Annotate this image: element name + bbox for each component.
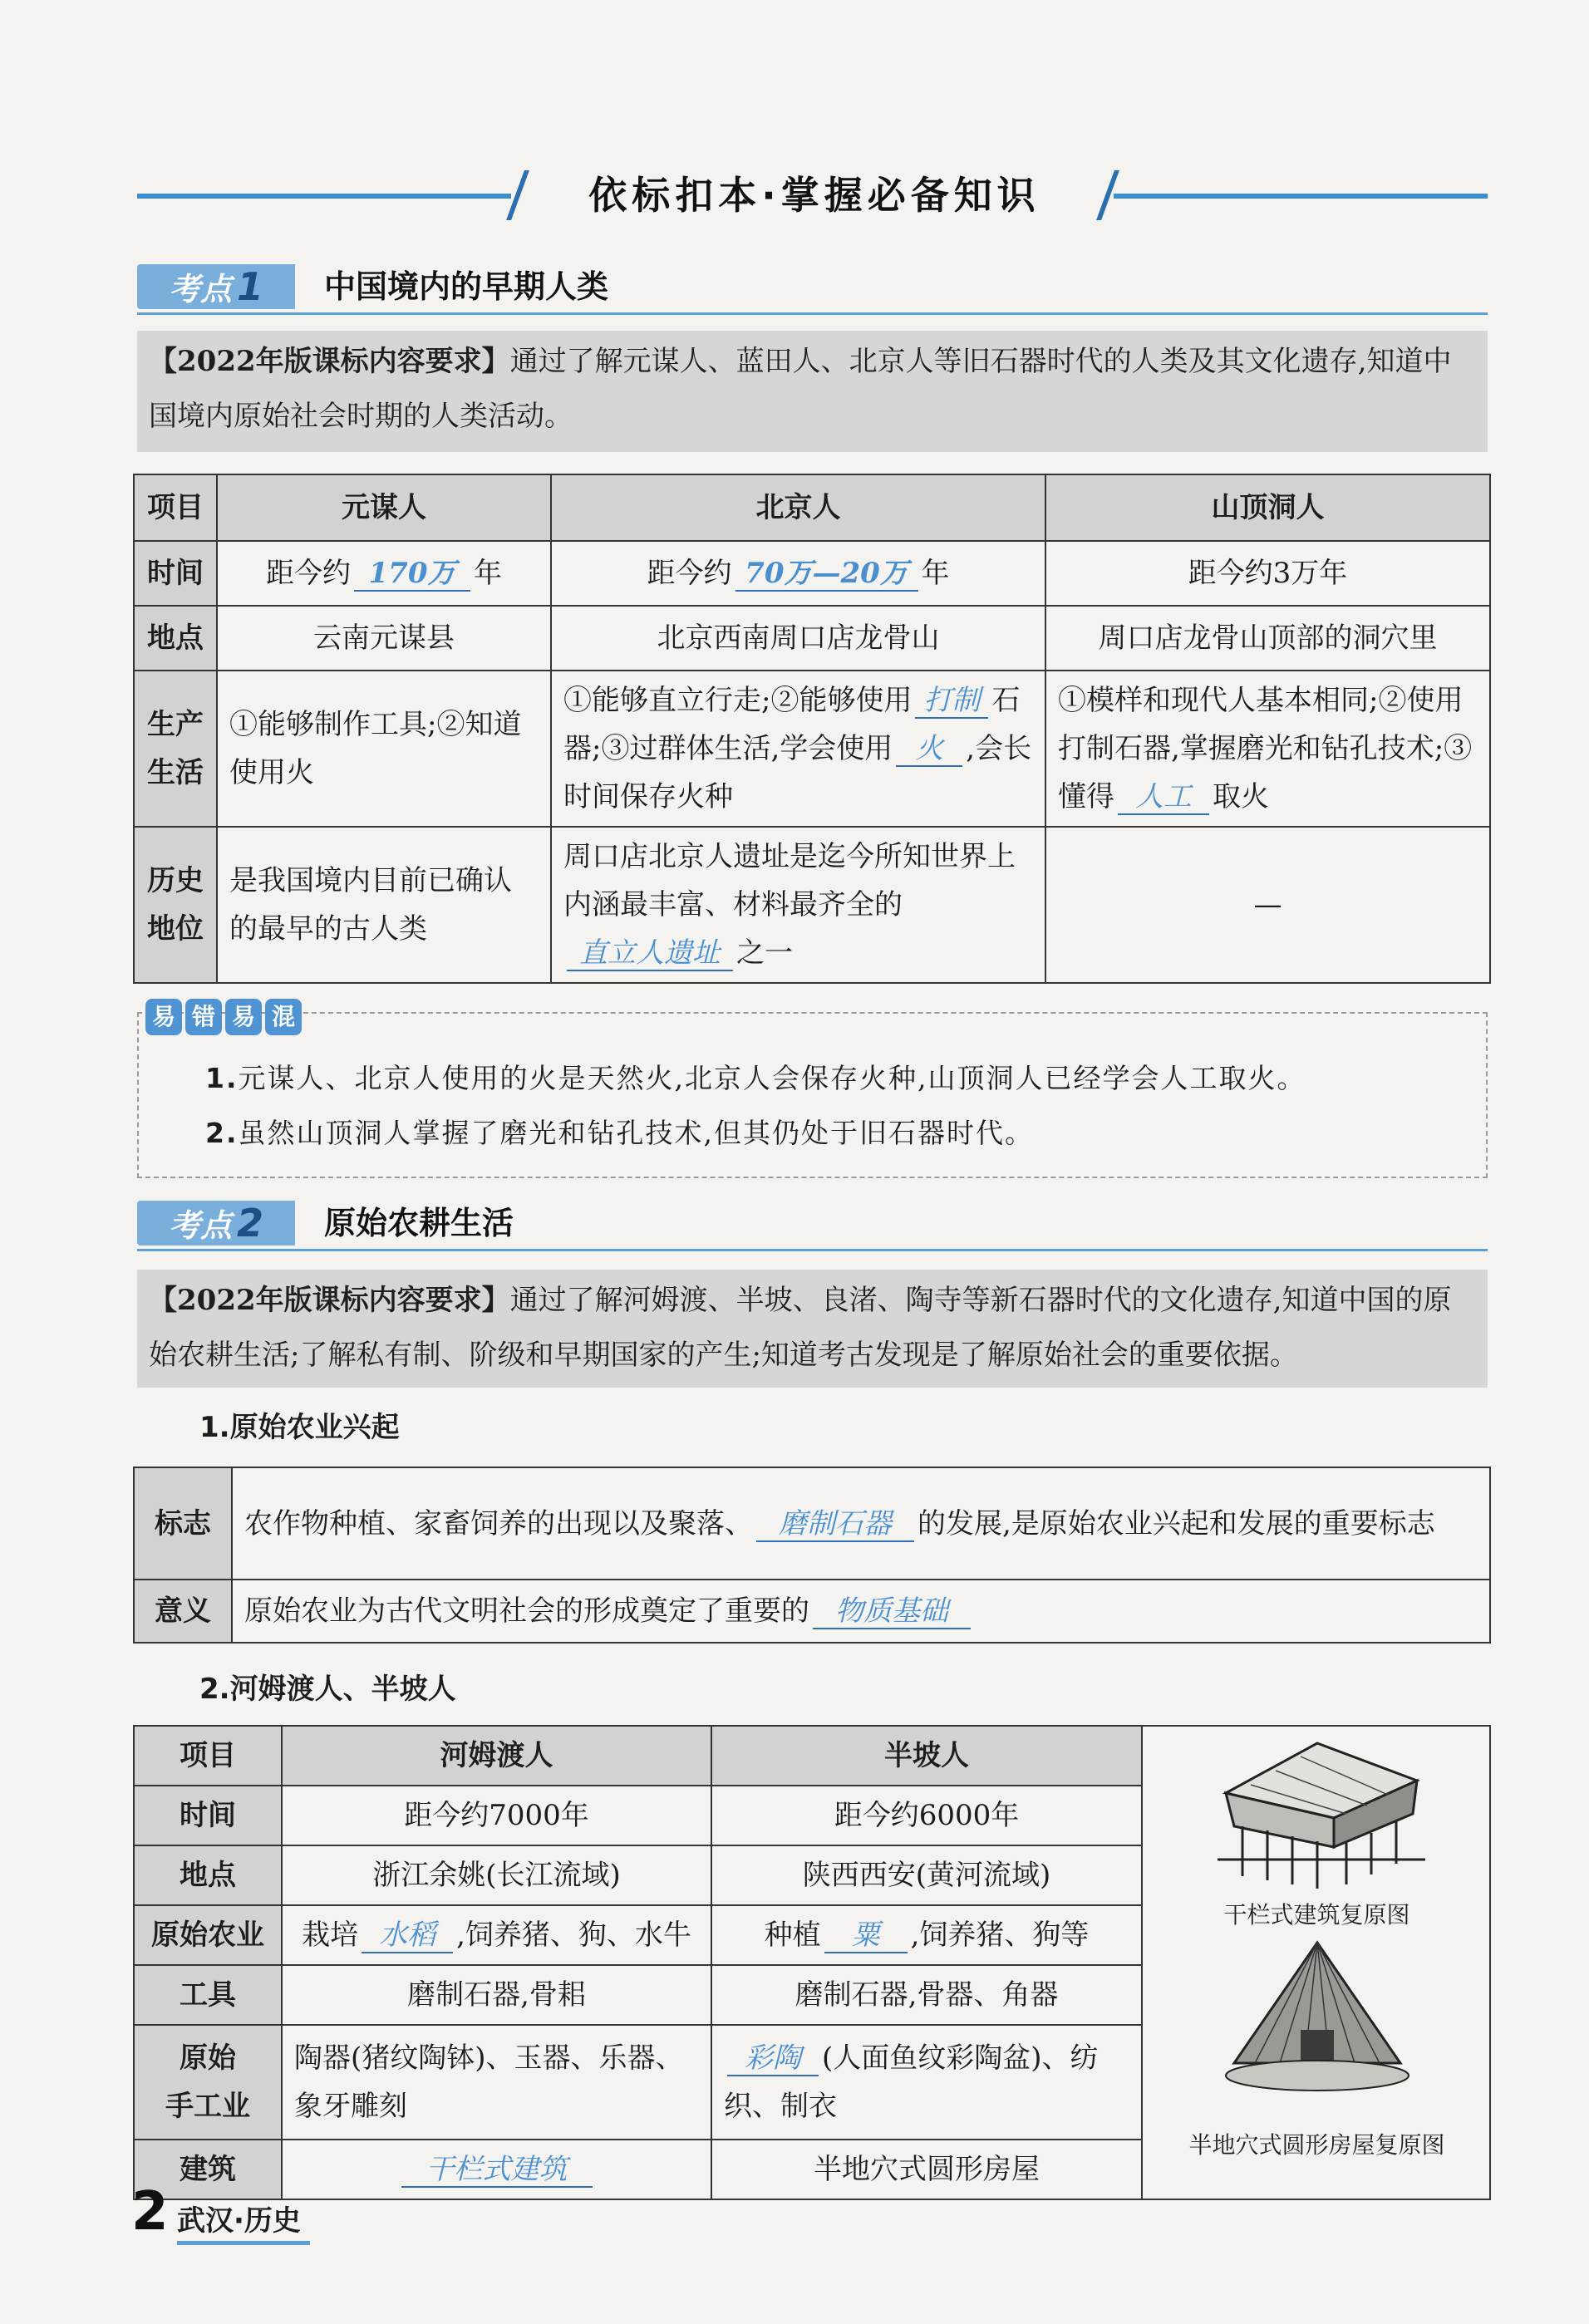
cell: 距今约 170万 年 <box>217 541 551 606</box>
divider <box>137 1249 1488 1251</box>
cell: 半地穴式圆形房屋 <box>711 2140 1142 2199</box>
cell: ①能够直立行走;②能够使用 打制 石器;③过群体生活,学会使用 火 ,会长时间保存火种 <box>551 671 1045 827</box>
row-header: 意义 <box>134 1580 232 1643</box>
answer-blank: 打制 <box>915 684 988 719</box>
hemudu-banpo-table <box>133 1725 1491 2200</box>
banner-line-left <box>137 194 511 199</box>
cell: — <box>1045 827 1490 983</box>
stilt-house-illustration <box>1201 1735 1434 1893</box>
row-header: 原始 手工业 <box>134 2025 282 2140</box>
kaodian-1-header <box>137 264 1488 316</box>
row-header: 时间 <box>134 541 217 606</box>
footer-underline <box>177 2241 310 2245</box>
page-number: 2 <box>131 2181 169 2243</box>
table-row-sign <box>134 1467 1490 1580</box>
cell: ①模样和现代人基本相同;②使用打制石器,掌握磨光和钻孔技术;③懂得 人工 取火 <box>1045 671 1490 827</box>
col-header: 河姆渡人 <box>282 1726 711 1786</box>
kaodian-tag: 考点 1 <box>137 264 295 309</box>
cell: 距今约6000年 <box>711 1786 1142 1845</box>
row-header: 时间 <box>134 1786 282 1845</box>
curriculum-requirement-2 <box>137 1270 1488 1388</box>
kaodian-tag: 考点 2 <box>137 1201 295 1246</box>
kaodian-1-title: 中国境内的早期人类 <box>324 268 609 305</box>
row-header: 地点 <box>134 1845 282 1905</box>
subsection-title: 2.河姆渡人、半坡人 <box>199 1673 456 1706</box>
answer-blank: 人工 <box>1118 780 1209 815</box>
section-banner <box>137 170 1488 220</box>
table-row-life <box>134 671 1490 827</box>
row-header: 地点 <box>134 606 217 671</box>
mistakes-badge: 易 错 易 混 <box>145 999 302 1035</box>
table-row-time <box>134 541 1490 606</box>
col-header: 项目 <box>134 474 217 541</box>
cell <box>282 2140 711 2199</box>
requirement-text: 通过了解河姆渡、半坡、良渚、陶寺等新石器时代的文化遗存,知道中国的原始农耕生活;了解私有制、阶级和早期国家的产生;知道考古发现是了解原始社会的重要依据。 <box>149 1284 1452 1372</box>
answer-blank: 彩陶 <box>727 2041 819 2076</box>
col-header: 项目 <box>134 1726 282 1786</box>
table-row-status <box>134 827 1490 983</box>
answer-blank: 物质基础 <box>813 1594 971 1629</box>
cell: 种植 粟 ,饲养猪、狗等 <box>711 1905 1142 1965</box>
cell: 陶器(猪纹陶钵)、玉器、乐器、象牙雕刻 <box>282 2025 711 2140</box>
cell: 北京西南周口店龙骨山 <box>551 606 1045 671</box>
cell: 原始农业为古代文明社会的形成奠定了重要的 物质基础 <box>232 1580 1490 1643</box>
cell: 是我国境内目前已确认的最早的古人类 <box>217 827 551 983</box>
early-humans-table <box>133 474 1491 984</box>
answer-blank: 粟 <box>824 1919 908 1953</box>
row-header: 生产 生活 <box>134 671 217 827</box>
cell: 彩陶 (人面鱼纹彩陶盆)、纺织、制衣 <box>711 2025 1142 2140</box>
cell: 浙江余姚(长江流域) <box>282 1845 711 1905</box>
table-row-meaning <box>134 1580 1490 1643</box>
cell: 栽培 水稻 ,饲养猪、狗、水牛 <box>282 1905 711 1965</box>
col-header: 元谋人 <box>217 474 551 541</box>
divider <box>137 312 1488 315</box>
requirement-text: 通过了解元谋人、蓝田人、北京人等旧石器时代的人类及其文化遗存,知道中国境内原始社会时期的人类活动。 <box>149 345 1452 433</box>
table-header-row <box>134 474 1490 541</box>
col-header: 北京人 <box>551 474 1045 541</box>
row-header: 原始农业 <box>134 1905 282 1965</box>
answer-blank: 磨制石器 <box>756 1507 914 1542</box>
cell: ①能够制作工具;②知道使用火 <box>217 671 551 827</box>
cell: 磨制石器,骨器、角器 <box>711 1965 1142 2025</box>
cell: 周口店龙骨山顶部的洞穴里 <box>1045 606 1490 671</box>
answer-blank: 170万 <box>354 557 470 592</box>
answer-blank: 火 <box>896 732 962 767</box>
cell: 距今约3万年 <box>1045 541 1490 606</box>
answer-blank: 干栏式建筑 <box>401 2153 593 2188</box>
cell: 距今约 70万—20万 年 <box>551 541 1045 606</box>
cell: 距今约7000年 <box>282 1786 711 1845</box>
kaodian-2-title: 原始农耕生活 <box>324 1205 514 1241</box>
col-header: 半坡人 <box>711 1726 1142 1786</box>
curriculum-requirement-1 <box>137 331 1488 452</box>
kaodian-2-header <box>137 1201 1488 1252</box>
answer-blank: 直立人遗址 <box>567 936 733 971</box>
table-row-place <box>134 606 1490 671</box>
banner-title: 依标扣本·掌握必备知识 <box>588 173 1040 218</box>
subsection-title: 1.原始农业兴起 <box>199 1411 400 1444</box>
common-mistakes-box <box>137 1003 1488 1178</box>
cell: 周口店北京人遗址是迄今所知世界上内涵最丰富、材料最齐全的直立人遗址 之一 <box>551 827 1045 983</box>
row-header: 工具 <box>134 1965 282 2025</box>
row-header: 建筑 <box>134 2140 282 2199</box>
agriculture-table <box>133 1467 1491 1644</box>
banner-line-right <box>1114 194 1488 199</box>
cell: 磨制石器,骨耜 <box>282 1965 711 2025</box>
page-footer <box>131 2181 301 2243</box>
cell: 农作物种植、家畜饲养的出现以及聚落、 磨制石器 的发展,是原始农业兴起和发展的重要标志 <box>232 1467 1490 1580</box>
answer-blank: 70万—20万 <box>735 557 918 592</box>
cell: 陕西西安(黄河流域) <box>711 1845 1142 1905</box>
footer-text: 武汉·历史 <box>177 2204 301 2238</box>
pit-house-illustration <box>1222 1938 1413 2105</box>
mistake-item: 2.虽然山顶洞人掌握了磨光和钻孔技术,但其仍处于旧石器时代。 <box>205 1117 1034 1149</box>
col-header: 山顶洞人 <box>1045 474 1490 541</box>
mistake-item: 1.元谋人、北京人使用的火是天然火,北京人会保存火种,山顶洞人已经学会人工取火。 <box>205 1062 1306 1094</box>
requirement-label: 【2022年版课标内容要求】 <box>149 1284 510 1317</box>
illustration-caption: 半地穴式圆形房屋复原图 <box>1188 2131 1445 2159</box>
cell: 云南元谋县 <box>217 606 551 671</box>
row-header: 历史 地位 <box>134 827 217 983</box>
table-header-row <box>134 1726 1490 1786</box>
illustration-cell <box>1142 1726 1490 2199</box>
answer-blank: 水稻 <box>362 1919 453 1953</box>
requirement-label: 【2022年版课标内容要求】 <box>149 345 510 378</box>
row-header: 标志 <box>134 1467 232 1580</box>
illustration-caption: 干栏式建筑复原图 <box>1223 1901 1410 1928</box>
